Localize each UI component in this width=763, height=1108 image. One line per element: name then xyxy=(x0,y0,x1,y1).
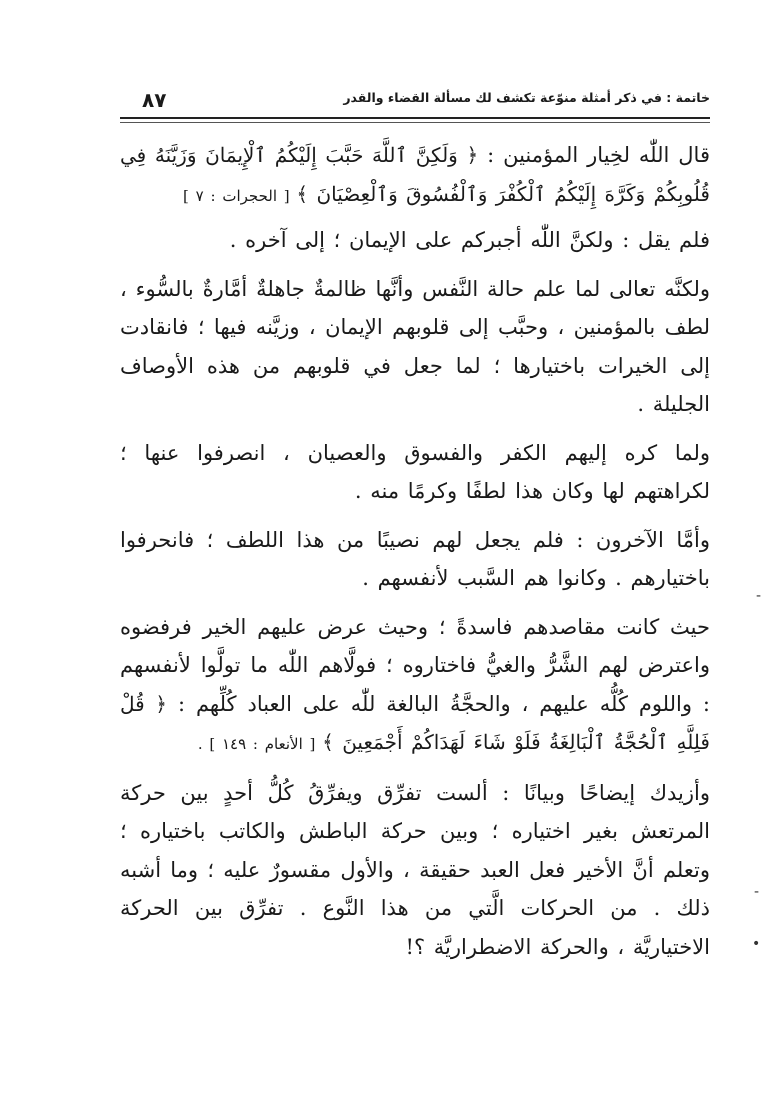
page-body xyxy=(120,136,710,976)
verse-reference-anam: [ الأنعام : ١٤٩ ] . xyxy=(197,735,323,753)
paragraph-6-lead: حيث كانت مقاصدهم فاسدةً ؛ وحيث عرض عليهم الخير فرفضوه واعترض لهم الشَّرُّ والغيُّ فاختاروه ؛ فولَّاهم اللّٰه ما تولَّوا لأنفسهم : واللوم كُلُّه عليهم ، والحجَّةُ البالغة للّٰه على العباد كُلِّهم : xyxy=(120,614,710,716)
paragraph-6 xyxy=(120,608,710,764)
margin-dash-mark: - xyxy=(754,884,760,900)
paragraph-2: فلم يقل : ولكنَّ اللّٰه أجبركم على الإيمان ؛ إلى آخره . xyxy=(229,228,710,252)
quran-verse-hujurat: ﴿ وَلَكِنَّ ٱللَّهَ حَبَّبَ إِلَيْكُمُ ٱلْإِيمَانَ وَزَيَّنَهُ فِي قُلُوبِكُمْ وَكَرَّهَ إِلَيْكُمُ ٱلْكُفْرَ وَٱلْفُسُوقَ وَٱلْعِصْيَانَ ﴾ xyxy=(120,143,710,206)
margin-dot-mark: • xyxy=(752,936,761,952)
header-rule xyxy=(120,117,710,119)
page-header xyxy=(120,88,710,122)
quran-verse-anam: ﴿ قُلْ فَلِلَّهِ ٱلْحُجَّةُ ٱلْبَالِغَةُ فَلَوْ شَاءَ لَهَدَاكُمْ أَجْمَعِينَ ﴾ xyxy=(120,691,710,754)
verse-reference-hujurat: [ الحجرات : ٧ ] xyxy=(183,186,297,205)
paragraph-4: ولما كره إليهم الكفر والفسوق والعصيان ، انصرفوا عنها ؛ لكراهتهم لها وكان هذا لطفًا وكرمًا منه . xyxy=(120,440,710,503)
paragraph-5: وأمَّا الآخرون : فلم يجعل لهم نصيبًا من هذا اللطف ؛ فانحرفوا باختيارهم . وكانوا هم السَّبب لأنفسهم . xyxy=(120,527,710,590)
header-rule-thin xyxy=(120,122,710,123)
paragraph-7: وأزيدك إيضاحًا وبيانًا : ألست تفرِّق ويفرِّقُ كُلُّ أحدٍ بين حركة المرتعش بغير اختياره ؛ وبين حركة الباطش والكاتب باختياره ؛ وتعلم أنَّ الأخير فعل العبد حقيقة ، والأول مقسورٌ عليه ؛ وما أشبه ذلك . من الحركات الَّتي من هذا النَّوع . تفرِّق بين الحركة الاختياريَّة ، والحركة الاضطراريَّة ؟! xyxy=(120,780,710,959)
page-number: ٨٧ xyxy=(142,88,167,112)
margin-dash-mark: - xyxy=(756,588,762,604)
running-title: خاتمة : في ذكر أمثلة منوّعة تكشف لك مسألة القضاء والقدر xyxy=(343,90,710,105)
paragraph-3: ولكنَّه تعالى لما علم حالة النَّفس وأنَّها ظالمةٌ جاهلةٌ أمَّارةٌ بالسُّوء ، لطف بالمؤمنين ، وحبَّب إلى قلوبهم الإيمان ، وزيَّنه فيها ؛ فانقادت إلى الخيرات باختيارها ؛ لما جعل في قلوبهم من هذه الأوصاف الجليلة . xyxy=(120,276,710,416)
paragraph-1 xyxy=(120,136,710,215)
paragraph-1-lead: قال اللّٰه لخِيار المؤمنين : xyxy=(478,143,710,167)
